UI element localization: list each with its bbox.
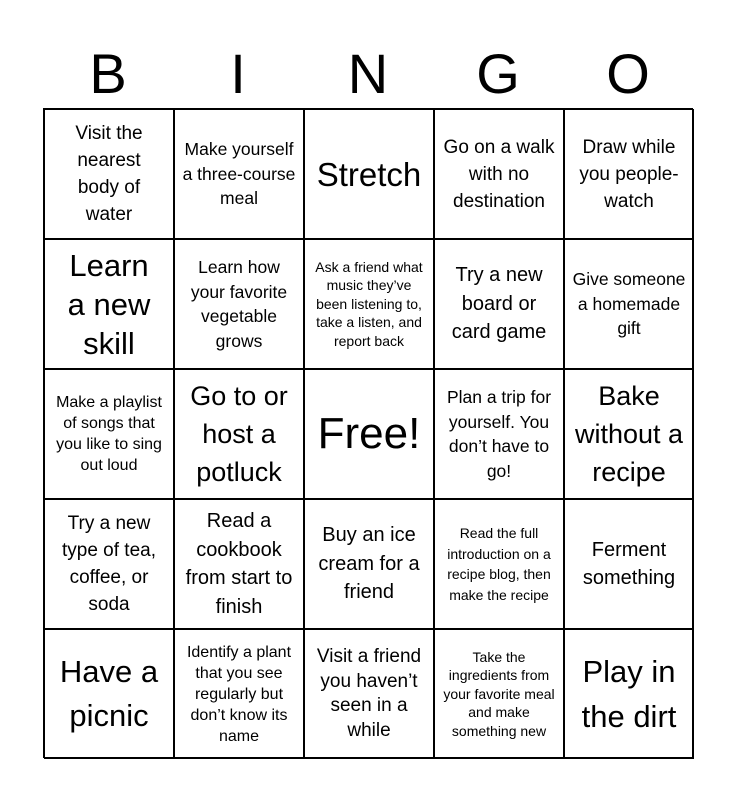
bingo-cell[interactable] xyxy=(174,239,304,369)
bingo-cell-text: Draw while you people-watch xyxy=(579,136,679,212)
bingo-cell[interactable] xyxy=(564,629,694,759)
bingo-cell[interactable] xyxy=(174,109,304,239)
header-letter-n: N xyxy=(347,42,389,105)
bingo-cell-text: Try a new board or card game xyxy=(451,264,547,344)
bingo-cell[interactable] xyxy=(174,629,304,759)
bingo-cell-text: Identify a plant that you see regularly but don’t know its name xyxy=(186,643,292,745)
bingo-cell[interactable] xyxy=(44,629,174,759)
bingo-cell[interactable] xyxy=(564,499,694,629)
bingo-cell-text: Read the full introduction on a recipe blog, then make the recipe xyxy=(447,525,551,603)
header-letter-i: I xyxy=(230,42,246,105)
bingo-cell[interactable] xyxy=(304,239,434,369)
bingo-cell[interactable] xyxy=(434,239,564,369)
bingo-cell-text: Make yourself a three-course meal xyxy=(182,139,296,209)
bingo-cell-text: Play in the dirt xyxy=(581,654,677,734)
bingo-cell[interactable] xyxy=(44,499,174,629)
header-letter-b: B xyxy=(89,42,127,105)
bingo-cell-text: Take the ingredients from your favorite meal and make something new xyxy=(443,648,555,739)
bingo-cell[interactable] xyxy=(44,369,174,499)
bingo-cell-text: Try a new type of tea, coffee, or soda xyxy=(61,513,156,615)
bingo-cell[interactable] xyxy=(434,109,564,239)
bingo-cell-text: Free! xyxy=(317,409,421,458)
bingo-cell-text: Plan a trip for yourself. You don’t have to go! xyxy=(446,387,552,481)
bingo-cell[interactable] xyxy=(44,109,174,239)
bingo-cell[interactable] xyxy=(434,629,564,759)
bingo-cell[interactable] xyxy=(434,369,564,499)
bingo-cell-text: Go to or host a potluck xyxy=(190,381,288,487)
bingo-cell[interactable] xyxy=(174,369,304,499)
bingo-cell-text: Bake without a recipe xyxy=(574,381,684,487)
bingo-cell-text: Learn how your favorite vegetable grows xyxy=(190,257,288,351)
bingo-cell[interactable] xyxy=(434,499,564,629)
bingo-board xyxy=(43,108,693,758)
bingo-cell[interactable] xyxy=(304,109,434,239)
header-letter-g: G xyxy=(476,42,520,105)
bingo-cell-text: Ferment something xyxy=(582,538,676,589)
bingo-cell-text: Learn a new skill xyxy=(67,247,151,361)
bingo-cell-text: Buy an ice cream for a friend xyxy=(318,524,420,604)
bingo-cell-text: Visit the nearest body of water xyxy=(75,123,143,225)
bingo-cell-text: Ask a friend what music they’ve been listening to, take a listen, and report back xyxy=(315,258,423,349)
bingo-cell[interactable] xyxy=(304,629,434,759)
bingo-cell-text: Go on a walk with no destination xyxy=(443,136,555,212)
bingo-cell-text: Visit a friend you haven’t seen in a while xyxy=(316,646,422,741)
bingo-cell-text: Read a cookbook from start to finish xyxy=(185,510,293,618)
bingo-cell[interactable] xyxy=(564,239,694,369)
bingo-cell[interactable] xyxy=(304,499,434,629)
bingo-cell[interactable] xyxy=(564,369,694,499)
bingo-cell[interactable] xyxy=(174,499,304,629)
bingo-cell-text: Have a picnic xyxy=(59,654,159,733)
bingo-cell[interactable] xyxy=(44,239,174,369)
bingo-cell-text: Give someone a homemade gift xyxy=(572,269,686,339)
bingo-header xyxy=(43,42,693,106)
bingo-cell[interactable] xyxy=(564,109,694,239)
bingo-cell-text: Stretch xyxy=(316,155,422,193)
bingo-cell[interactable] xyxy=(304,369,434,499)
bingo-cell-text: Make a playlist of songs that you like to sing out loud xyxy=(56,394,162,474)
header-letter-o: O xyxy=(606,42,650,105)
